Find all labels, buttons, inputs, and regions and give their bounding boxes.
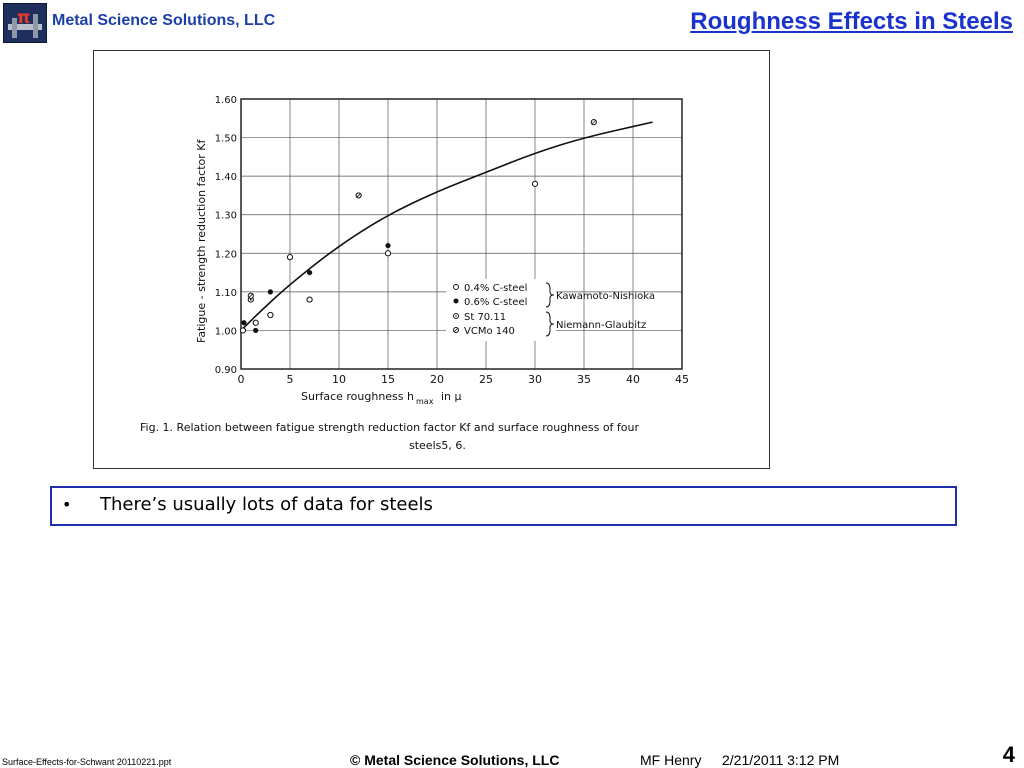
x-tick-label: 25 [479, 373, 493, 386]
footer-filename: Surface-Effects-for-Schwant 20110221.ppt [2, 757, 172, 767]
y-tick-label: 1.00 [214, 326, 237, 338]
x-axis-label: Surface roughness h [300, 390, 414, 403]
x-tick-label: 10 [332, 373, 346, 386]
legend-label-2: 0.6% C-steel [464, 297, 528, 308]
logo-pi-glyph: π [17, 8, 31, 28]
company-name: Metal Science Solutions, LLC [52, 12, 276, 29]
data-point-filled [385, 243, 390, 248]
fatigue-roughness-chart [94, 51, 769, 468]
data-point-filled [268, 289, 273, 294]
x-tick-label: 35 [577, 373, 591, 386]
data-point-filled [253, 328, 258, 333]
chart-legend [446, 279, 655, 341]
footer-copyright: © Metal Science Solutions, LLC [350, 752, 560, 768]
x-tick-label: 30 [528, 373, 542, 386]
x-tick-label: 40 [626, 373, 640, 386]
figure-caption-line2: steels5, 6. [409, 439, 466, 452]
x-tick-label: 15 [381, 373, 395, 386]
page-number: 4 [1002, 742, 1015, 767]
x-tick-label: 0 [237, 373, 245, 386]
legend-label-1: 0.4% C-steel [464, 283, 528, 294]
legend-group-2: Niemann-Glaubitz [556, 320, 647, 331]
data-point-filled [241, 320, 246, 325]
legend-label-3: St 70.11 [464, 312, 507, 323]
y-tick-label: 1.10 [214, 287, 237, 299]
bullet-text: There’s usually lots of data for steels [100, 494, 433, 515]
y-tick-label: 1.20 [214, 249, 237, 261]
x-axis-label-units: in μ [441, 390, 462, 403]
figure-caption-line1: Fig. 1. Relation between fatigue strength reduction factor Kf and surface roughness of four [140, 421, 640, 434]
data-point-open [253, 320, 258, 325]
legend-marker-open [454, 285, 459, 290]
y-axis-label: Fatigue - strength reduction factor Kf [195, 139, 208, 343]
footer-author: MF Henry [640, 752, 702, 768]
logo-graphic [4, 4, 46, 42]
data-point-open [532, 181, 537, 186]
x-axis-label-subscript: max [416, 397, 434, 406]
data-point-dot-center [250, 299, 252, 301]
legend-label-4: VCMo 140 [464, 326, 515, 337]
y-tick-label: 1.30 [214, 210, 237, 222]
bullet-marker: • [62, 495, 72, 514]
bullet-box [50, 486, 957, 526]
data-point-open [287, 255, 292, 260]
data-point-open [268, 312, 273, 317]
chart-ticks [215, 95, 689, 386]
legend-marker-dot-center [455, 315, 457, 317]
y-tick-label: 0.90 [214, 365, 237, 376]
x-tick-label: 20 [430, 373, 444, 386]
y-tick-label: 1.40 [214, 172, 237, 184]
y-tick-label: 1.60 [214, 95, 237, 106]
data-point-open [307, 297, 312, 302]
data-point-open [385, 251, 390, 256]
slide-title[interactable]: Roughness Effects in Steels [690, 8, 1013, 35]
footer-datetime: 2/21/2011 3:12 PM [722, 752, 840, 768]
y-tick-label: 1.50 [214, 133, 237, 145]
figure-frame [93, 50, 770, 469]
x-tick-label: 45 [675, 373, 689, 386]
company-logo [3, 3, 47, 43]
data-point-open [240, 328, 245, 333]
legend-marker-filled [454, 299, 459, 304]
x-tick-label: 5 [286, 373, 294, 386]
legend-group-1: Kawamoto-Nishioka [556, 291, 655, 302]
data-point-filled [307, 270, 312, 275]
